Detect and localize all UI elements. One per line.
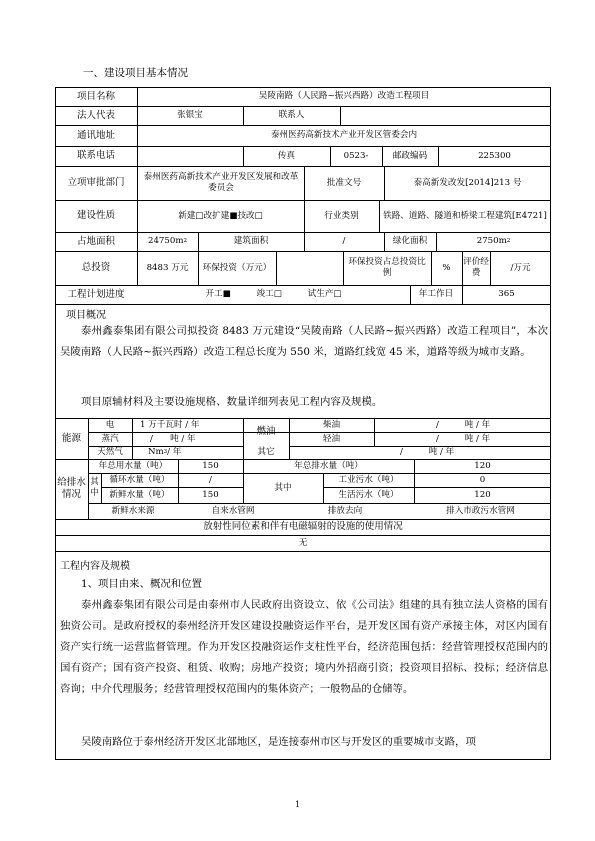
gas-label: 天然气 xyxy=(97,447,123,458)
water-label: 给排水情况 xyxy=(57,477,86,500)
diesel-label: 柴油 xyxy=(322,419,341,430)
among2-label: 其中 xyxy=(274,482,292,493)
postcode-label: 邮政编码 xyxy=(392,150,428,161)
other-value: / 吨 / 年 xyxy=(400,447,455,458)
building-area-label: 建筑面积 xyxy=(233,236,269,247)
env-invest-label: 环保投资（万元） xyxy=(202,262,272,273)
approval-dept-value: 泰州医药高新技术产业开发区发展和改革委员会 xyxy=(143,172,299,193)
fax-value: 0523- xyxy=(343,150,369,161)
legal-rep-label: 法人代表 xyxy=(76,109,115,121)
domestic-label: 生活污水（吨） xyxy=(338,489,399,500)
total-drain-label: 年总排水量（吨） xyxy=(294,460,363,471)
schedule-value: 开工■ 竣工□ 试生产□ xyxy=(205,289,342,300)
contact-value xyxy=(340,106,551,125)
radiation-label: 放射性同位素和伴有电磁辐射的设施的使用情况 xyxy=(203,521,403,533)
env-ratio-value: % xyxy=(442,262,451,273)
env-ratio-label: 环保投资占总投资比例 xyxy=(348,257,426,278)
electric-label: 电 xyxy=(105,419,115,430)
electric-value: 1 万千瓦时 / 年 xyxy=(140,419,200,430)
overview-title: 项目概况 xyxy=(66,310,106,321)
schedule-label: 工程计划进度 xyxy=(67,288,125,300)
approval-no-value: 泰高新发改发[2014]213 号 xyxy=(413,177,522,188)
workdays-label: 年工作日 xyxy=(418,289,454,300)
approval-dept-label: 立项审批部门 xyxy=(67,177,125,189)
scope-paragraph-2: 吴陵南路位于泰州经济开发区北部地区，是连接泰州市区与开发区的重要城市支路，项 xyxy=(81,736,476,748)
address-value: 泰州医药高新技术产业开发区管委会内 xyxy=(270,130,418,141)
env-invest-value xyxy=(276,251,343,285)
fresh-source-value: 自来水管网 xyxy=(211,505,255,516)
page-number: 1 xyxy=(294,800,301,809)
steam-label: 蒸汽 xyxy=(101,433,119,444)
project-name-label: 项目名称 xyxy=(76,90,115,102)
total-use-value: 150 xyxy=(202,460,219,471)
fuel-label: 燃油 xyxy=(256,426,276,438)
address-label: 通讯地址 xyxy=(76,129,115,141)
total-invest-label: 总投资 xyxy=(81,262,111,274)
scope-subtitle-1: 1、项目由来、概况和位置 xyxy=(81,578,202,590)
gas-value: Nm 3 / 年 xyxy=(148,447,182,458)
industry-value: 铁路、道路、隧道和桥梁工程建筑[E4721] xyxy=(383,210,547,221)
light-oil-value: / 吨 / 年 xyxy=(436,433,491,444)
eval-fee-label-visible: 评价经费 xyxy=(463,257,489,278)
green-area-value: 2750m 2 xyxy=(476,236,511,247)
phone-value xyxy=(137,146,243,166)
circulate-value: / xyxy=(209,474,212,485)
nature-value: 新建□改扩建■技改□ xyxy=(178,210,263,221)
fresh-value: 150 xyxy=(202,489,219,500)
domestic-value: 120 xyxy=(474,489,491,500)
fax-label: 传真 xyxy=(277,150,296,161)
nature-label: 建设性质 xyxy=(76,210,115,222)
fresh-source-label: 新鲜水来源 xyxy=(111,505,155,516)
approval-no-label: 批准文号 xyxy=(326,177,362,188)
steam-value: / 吨 / 年 xyxy=(150,433,196,444)
area-label: 占地面积 xyxy=(76,235,115,247)
area-value: 24750m 2 xyxy=(148,236,187,247)
postcode-value: 225300 xyxy=(478,150,511,161)
project-name-value: 吴陵南路（人民路~振兴西路）改造工程项目 xyxy=(258,91,430,102)
phone-label: 联系电话 xyxy=(76,150,115,162)
drain-dest-value: 排入市政污水管网 xyxy=(446,505,515,516)
overview-paragraph-2: 项目原辅材料及主要设施规格、数量详细列表见工程内容及规模。 xyxy=(81,396,383,408)
industrial-label: 工业污水（吨） xyxy=(338,474,399,485)
scope-title: 工程内容及规模 xyxy=(60,561,130,572)
total-drain-value: 120 xyxy=(474,460,491,471)
legal-rep-value: 张银宝 xyxy=(177,110,203,121)
drain-dest-label: 排放去向 xyxy=(327,505,363,516)
among-label: 其中 xyxy=(90,477,99,498)
industry-label: 行业类别 xyxy=(324,210,359,221)
eval-fee-value: /万元 xyxy=(510,262,531,273)
workdays-value: 365 xyxy=(498,289,515,300)
radiation-value: 无 xyxy=(298,537,308,548)
fresh-label: 新鲜水量（吨） xyxy=(109,489,170,500)
scope-paragraph-1: 泰州鑫泰集团有限公司是由泰州市人民政府出资设立、依《公司法》组建的具有独立法人资格的国有独资公司。是政府授权的泰州经济开发区建设投融资运作平台，是开发区国有资产承接主体，对区内国有资产实行统一运营监督管理。作为开发区投融资运作支柱性平台，经济范围包括：经营管理授权范围内的国有资产；国有资产投资、租赁、收购；房地产投资；境内外招商引资；投资项目招标、投标；经济信息咨询；中介代理服务；经营管理授权范围内的集体资产；一般物品的仓储等。 xyxy=(60,599,548,695)
energy-label: 能源 xyxy=(61,432,81,444)
contact-label: 联系人 xyxy=(278,110,305,121)
circulate-label: 循环水量（吨） xyxy=(109,474,170,485)
overview-paragraph-1: 泰州鑫泰集团有限公司拟投资 8483 万元建设“吴陵南路（人民路~振兴西路）改造工程项目”，本次吴陵南路（人民路~振兴西路）改造工程总长度为 550 米，道路红线宽 45 米，道路等级为城市支路。 xyxy=(60,325,548,358)
section-title: 一、建设项目基本情况 xyxy=(83,67,188,79)
light-oil-label: 轻油 xyxy=(322,433,341,444)
diesel-value: / 吨 / 年 xyxy=(436,419,491,430)
total-use-label: 年总用水量（吨） xyxy=(98,460,168,471)
total-invest-value: 8483 万元 xyxy=(146,262,189,273)
other-label: 其它 xyxy=(257,447,275,458)
building-area-value: / xyxy=(342,236,346,247)
green-area-label: 绿化面积 xyxy=(392,236,428,247)
industrial-value: 0 xyxy=(479,474,486,485)
